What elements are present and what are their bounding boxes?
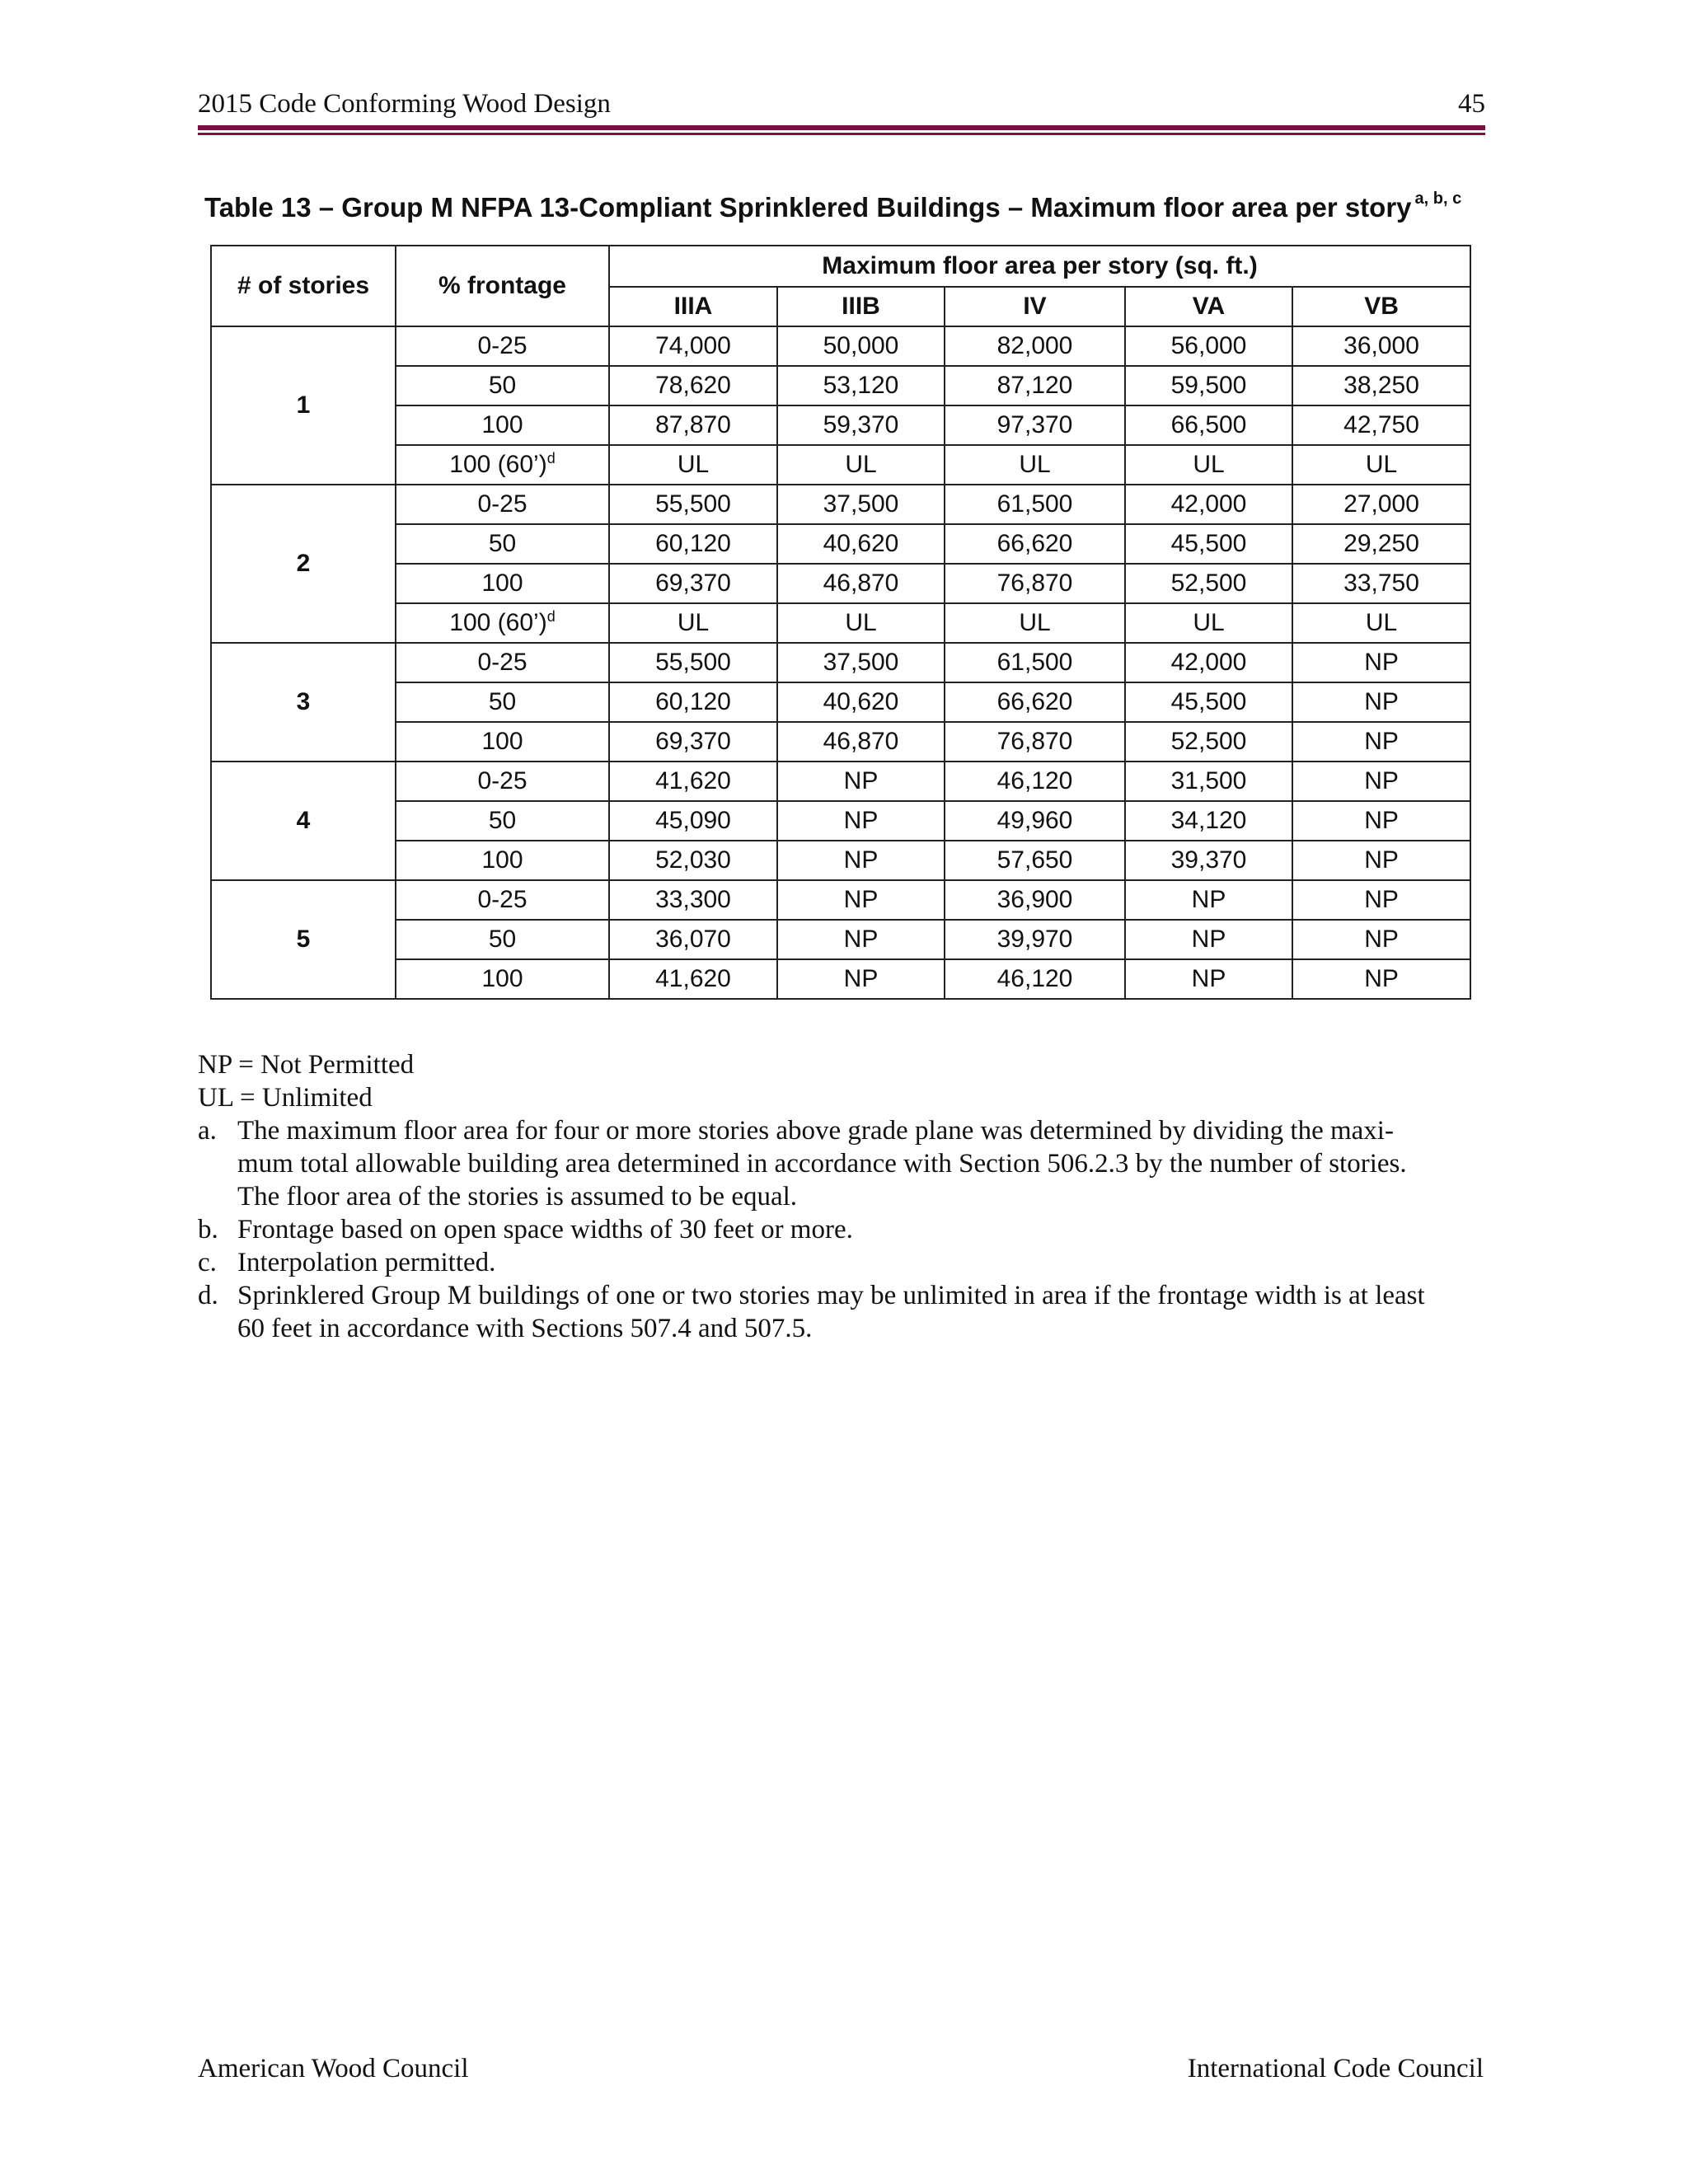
area-value-cell: 40,620 — [777, 524, 945, 564]
area-value-cell: 41,620 — [609, 959, 777, 999]
frontage-value: 50 — [488, 807, 517, 834]
table-row — [211, 801, 1470, 841]
table-row — [211, 762, 1470, 801]
frontage-value: 100 (60’) — [449, 451, 547, 478]
frontage-value: 0-25 — [477, 767, 528, 794]
area-value-cell: NP — [1292, 880, 1470, 920]
col-header-type: IV — [945, 287, 1125, 326]
area-value-cell: 60,120 — [609, 682, 777, 722]
area-value-cell: NP — [1292, 682, 1470, 722]
frontage-cell — [396, 405, 609, 445]
area-value-cell: 52,030 — [609, 841, 777, 880]
area-value-cell: 42,000 — [1125, 643, 1292, 682]
area-value-cell: 87,870 — [609, 405, 777, 445]
area-value-cell: 46,120 — [945, 762, 1125, 801]
area-value-cell: 52,500 — [1125, 722, 1292, 762]
area-value-cell: NP — [777, 801, 945, 841]
area-value-cell: 46,870 — [777, 564, 945, 603]
table-row — [211, 445, 1470, 485]
table-row — [211, 841, 1470, 880]
footer-right: International Code Council — [1187, 2054, 1484, 2083]
footnote-line: mum total allowable building area determined in accordance with Section 506.2.3 by the number of stories. — [237, 1149, 1407, 1179]
footnote-line: Sprinklered Group M buildings of one or two stories may be unlimited in area if the frontage width is at least — [237, 1281, 1425, 1310]
col-header-type: VA — [1125, 287, 1292, 326]
area-value-cell: NP — [1125, 920, 1292, 959]
table-row — [211, 366, 1470, 405]
footnote-ref: d — [546, 608, 556, 625]
stories-cell: 2 — [211, 485, 396, 643]
frontage-cell — [396, 920, 609, 959]
area-value-cell: UL — [777, 603, 945, 643]
table-caption-text: Table 13 – Group M NFPA 13-Compliant Sprinklered Buildings – Maximum floor area per story — [204, 192, 1412, 223]
area-value-cell: UL — [777, 445, 945, 485]
footnote-line: The floor area of the stories is assumed to be equal. — [237, 1182, 798, 1212]
footer-left: American Wood Council — [198, 2054, 469, 2083]
footnote — [198, 1114, 1484, 1213]
frontage-cell — [396, 682, 609, 722]
abbreviation-note: UL = Unlimited — [198, 1083, 373, 1113]
area-value-cell: 29,250 — [1292, 524, 1470, 564]
area-value-cell: 42,750 — [1292, 405, 1470, 445]
area-value-cell: 45,500 — [1125, 682, 1292, 722]
frontage-cell — [396, 326, 609, 366]
table-row — [211, 722, 1470, 762]
table-row — [211, 405, 1470, 445]
footnote — [198, 1213, 1484, 1246]
area-value-cell: 97,370 — [945, 405, 1125, 445]
area-value-cell: 82,000 — [945, 326, 1125, 366]
area-value-cell: UL — [1125, 445, 1292, 485]
area-value-cell: UL — [945, 445, 1125, 485]
frontage-cell — [396, 801, 609, 841]
col-group-header: Maximum floor area per story (sq. ft.) — [609, 246, 1470, 287]
area-value-cell: NP — [777, 880, 945, 920]
area-value-cell: 55,500 — [609, 485, 777, 524]
frontage-cell — [396, 485, 609, 524]
frontage-cell — [396, 880, 609, 920]
area-value-cell: 53,120 — [777, 366, 945, 405]
frontage-cell — [396, 643, 609, 682]
area-value-cell: 55,500 — [609, 643, 777, 682]
area-value-cell: 46,870 — [777, 722, 945, 762]
area-value-cell: NP — [1292, 920, 1470, 959]
frontage-value: 100 — [481, 965, 523, 992]
table-row — [211, 643, 1470, 682]
area-value-cell: 36,900 — [945, 880, 1125, 920]
frontage-value: 0-25 — [477, 332, 528, 359]
area-value-cell: 57,650 — [945, 841, 1125, 880]
area-value-cell: 76,870 — [945, 722, 1125, 762]
area-value-cell: 37,500 — [777, 643, 945, 682]
area-value-cell: 39,970 — [945, 920, 1125, 959]
area-value-cell: 66,500 — [1125, 405, 1292, 445]
area-value-cell: 69,370 — [609, 564, 777, 603]
area-value-cell: UL — [1125, 603, 1292, 643]
table-notes — [198, 1048, 1484, 1345]
area-value-cell: 38,250 — [1292, 366, 1470, 405]
footnote-line: Frontage based on open space widths of 30 feet or more. — [237, 1215, 853, 1244]
area-value-cell: 39,370 — [1125, 841, 1292, 880]
area-value-cell: 36,070 — [609, 920, 777, 959]
area-value-cell: 56,000 — [1125, 326, 1292, 366]
table-row — [211, 485, 1470, 524]
table-row — [211, 326, 1470, 366]
area-value-cell: NP — [777, 762, 945, 801]
frontage-value: 0-25 — [477, 490, 528, 518]
area-value-cell: 59,500 — [1125, 366, 1292, 405]
area-value-cell: 45,090 — [609, 801, 777, 841]
area-value-cell: 76,870 — [945, 564, 1125, 603]
table-row — [211, 959, 1470, 999]
frontage-value: 100 — [481, 846, 523, 874]
area-value-cell: 33,300 — [609, 880, 777, 920]
area-value-cell: 49,960 — [945, 801, 1125, 841]
area-value-cell: 66,620 — [945, 524, 1125, 564]
table-caption — [204, 192, 1461, 223]
area-value-cell: 37,500 — [777, 485, 945, 524]
frontage-cell — [396, 762, 609, 801]
area-value-cell: UL — [945, 603, 1125, 643]
frontage-cell — [396, 524, 609, 564]
area-value-cell: 50,000 — [777, 326, 945, 366]
area-value-cell: 36,000 — [1292, 326, 1470, 366]
stories-cell: 5 — [211, 880, 396, 999]
floor-area-table — [210, 245, 1471, 1000]
stories-cell: 3 — [211, 643, 396, 762]
frontage-value: 100 — [481, 569, 523, 597]
area-value-cell: 33,750 — [1292, 564, 1470, 603]
area-value-cell: 66,620 — [945, 682, 1125, 722]
area-value-cell: UL — [1292, 603, 1470, 643]
col-header-type: IIIA — [609, 287, 777, 326]
header-rule-thin — [198, 133, 1485, 135]
footnote-ref: d — [546, 450, 556, 466]
table-row — [211, 524, 1470, 564]
frontage-cell — [396, 841, 609, 880]
footnote-mark: d. — [198, 1281, 218, 1310]
table-row — [211, 880, 1470, 920]
table-row — [211, 920, 1470, 959]
footnote-line: Interpolation permitted. — [237, 1248, 496, 1277]
stories-cell: 1 — [211, 326, 396, 485]
frontage-value: 100 (60’) — [449, 609, 547, 636]
footnote-mark: a. — [198, 1116, 217, 1146]
area-value-cell: 61,500 — [945, 643, 1125, 682]
frontage-cell — [396, 603, 609, 643]
area-value-cell: 87,120 — [945, 366, 1125, 405]
area-value-cell: NP — [1292, 801, 1470, 841]
frontage-cell — [396, 445, 609, 485]
footnote-mark: b. — [198, 1215, 218, 1244]
area-value-cell: NP — [777, 959, 945, 999]
area-value-cell: UL — [1292, 445, 1470, 485]
frontage-cell — [396, 722, 609, 762]
col-header-stories: # of stories — [211, 246, 396, 326]
area-value-cell: NP — [1292, 762, 1470, 801]
area-value-cell: 74,000 — [609, 326, 777, 366]
table-caption-superscript: a, b, c — [1414, 190, 1462, 208]
page-number: 45 — [1458, 89, 1485, 119]
area-value-cell: 78,620 — [609, 366, 777, 405]
header-rule-thick — [198, 125, 1485, 130]
area-value-cell: UL — [609, 445, 777, 485]
abbreviation-note: NP = Not Permitted — [198, 1050, 415, 1080]
stories-cell: 4 — [211, 762, 396, 880]
col-header-type: VB — [1292, 287, 1470, 326]
frontage-cell — [396, 366, 609, 405]
footnote — [198, 1279, 1484, 1345]
footnote-line: 60 feet in accordance with Sections 507.4 and 507.5. — [237, 1314, 813, 1343]
footnote-mark: c. — [198, 1248, 217, 1277]
area-value-cell: UL — [609, 603, 777, 643]
frontage-value: 0-25 — [477, 649, 528, 676]
frontage-value: 0-25 — [477, 886, 528, 913]
table-row — [211, 603, 1470, 643]
area-value-cell: 27,000 — [1292, 485, 1470, 524]
area-value-cell: NP — [1125, 880, 1292, 920]
frontage-value: 100 — [481, 411, 523, 438]
area-value-cell: 41,620 — [609, 762, 777, 801]
area-value-cell: 40,620 — [777, 682, 945, 722]
running-header-title: 2015 Code Conforming Wood Design — [198, 89, 611, 119]
area-value-cell: 34,120 — [1125, 801, 1292, 841]
frontage-cell — [396, 959, 609, 999]
table-header-row — [211, 246, 1470, 287]
area-value-cell: NP — [1292, 643, 1470, 682]
footnote — [198, 1246, 1484, 1279]
area-value-cell: NP — [1292, 722, 1470, 762]
area-value-cell: 31,500 — [1125, 762, 1292, 801]
frontage-cell — [396, 564, 609, 603]
area-value-cell: NP — [1292, 959, 1470, 999]
area-value-cell: 61,500 — [945, 485, 1125, 524]
frontage-value: 50 — [488, 688, 517, 715]
area-value-cell: 52,500 — [1125, 564, 1292, 603]
area-value-cell: NP — [777, 920, 945, 959]
area-value-cell: 59,370 — [777, 405, 945, 445]
area-value-cell: 46,120 — [945, 959, 1125, 999]
area-value-cell: NP — [777, 841, 945, 880]
table-row — [211, 564, 1470, 603]
table-row — [211, 682, 1470, 722]
area-value-cell: 45,500 — [1125, 524, 1292, 564]
area-value-cell: NP — [1125, 959, 1292, 999]
area-value-cell: 60,120 — [609, 524, 777, 564]
frontage-value: 100 — [481, 728, 523, 755]
footnote-line: The maximum floor area for four or more stories above grade plane was determined by dividing the maxi- — [237, 1116, 1394, 1146]
frontage-value: 50 — [488, 926, 517, 953]
area-value-cell: 69,370 — [609, 722, 777, 762]
area-value-cell: 42,000 — [1125, 485, 1292, 524]
frontage-value: 50 — [488, 530, 517, 557]
col-header-type: IIIB — [777, 287, 945, 326]
area-value-cell: NP — [1292, 841, 1470, 880]
col-header-frontage: % frontage — [396, 246, 609, 326]
frontage-value: 50 — [488, 372, 517, 399]
